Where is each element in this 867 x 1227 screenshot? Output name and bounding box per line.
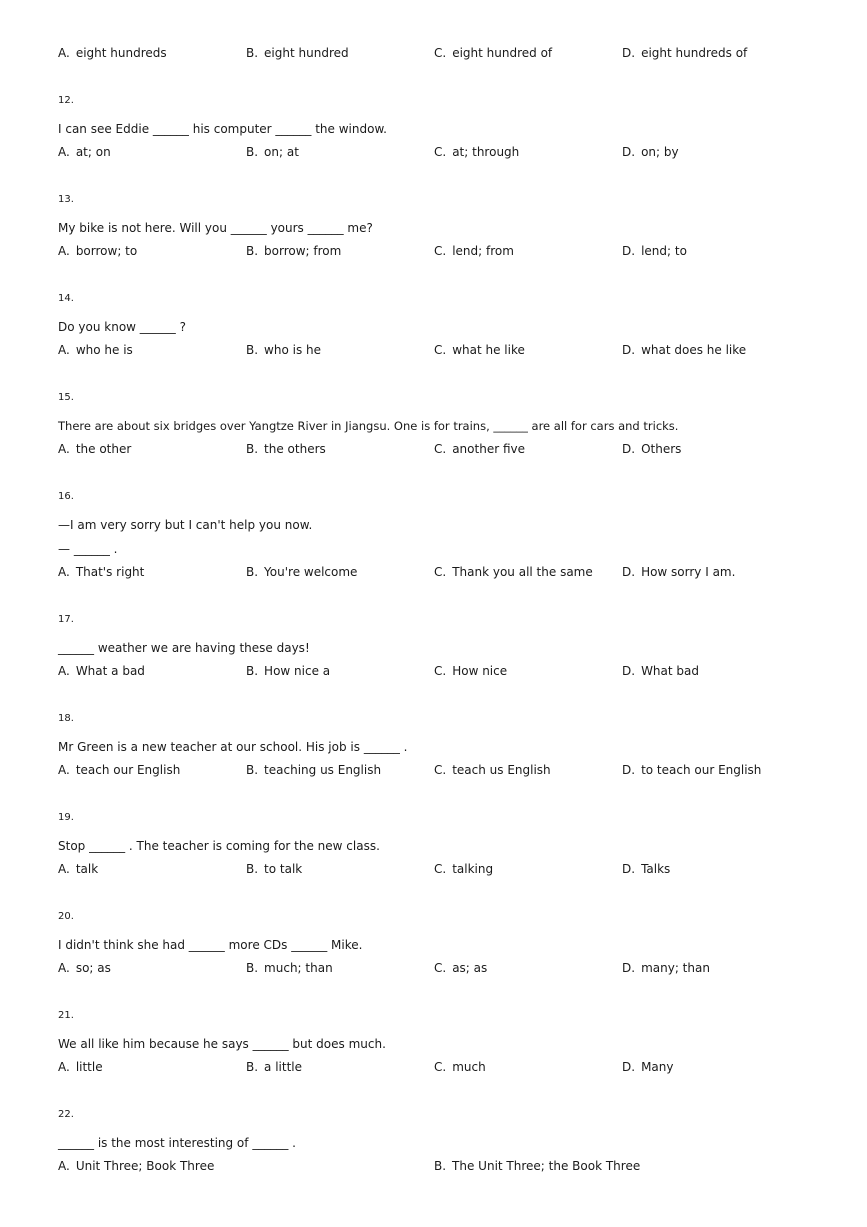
question-stem: —I am very sorry but I can't help you now.: [58, 518, 313, 532]
option-a: A. the other: [58, 442, 132, 456]
question-stem: Mr Green is a new teacher at our school. His job is ______ .: [58, 740, 408, 754]
option-a: A. borrow; to: [58, 244, 138, 258]
options-row: [58, 341, 858, 359]
option-b: B. on; at: [246, 145, 299, 159]
option-d: D. many; than: [622, 961, 710, 975]
option-a: A. eight hundreds: [58, 46, 167, 60]
option-d: D. to teach our English: [622, 763, 762, 777]
option-a: A. so; as: [58, 961, 111, 975]
option-c: C. Thank you all the same: [434, 565, 593, 579]
option-a: A. That's right: [58, 565, 145, 579]
question-stem: There are about six bridges over Yangtze River in Jiangsu. One is for trains, ______ are all for cars and tricks.: [58, 419, 679, 433]
option-b: B. to talk: [246, 862, 303, 876]
option-d: D. eight hundreds of: [622, 46, 748, 60]
options-row: [58, 662, 858, 680]
option-a: A. who he is: [58, 343, 133, 357]
options-row: [58, 563, 858, 581]
question-stem: I can see Eddie ______ his computer ______ the window.: [58, 122, 387, 136]
option-b: B. You're welcome: [246, 565, 358, 579]
options-row: [58, 143, 858, 161]
option-a: A. teach our English: [58, 763, 181, 777]
question-number: 12.: [58, 95, 74, 106]
option-c: C. another five: [434, 442, 525, 456]
option-c: C. at; through: [434, 145, 520, 159]
option-c: C. teach us English: [434, 763, 551, 777]
option-c: C. as; as: [434, 961, 488, 975]
option-c: C. what he like: [434, 343, 525, 357]
options-row: [58, 1157, 858, 1175]
option-d: D. What bad: [622, 664, 699, 678]
options-row: [58, 860, 858, 878]
option-b: B. How nice a: [246, 664, 331, 678]
question-number: 15.: [58, 392, 74, 403]
option-d: D. Talks: [622, 862, 671, 876]
question-number: 21.: [58, 1010, 74, 1021]
option-c: C. How nice: [434, 664, 508, 678]
option-b: B. borrow; from: [246, 244, 342, 258]
question-number: 17.: [58, 614, 74, 625]
option-c: C. much: [434, 1060, 486, 1074]
question-number: 16.: [58, 491, 74, 502]
option-b: B. eight hundred: [246, 46, 349, 60]
option-d: D. Others: [622, 442, 682, 456]
options-row: [58, 761, 858, 779]
option-d: D. lend; to: [622, 244, 687, 258]
option-b: B. who is he: [246, 343, 322, 357]
options-row: [58, 1058, 858, 1076]
option-d: D. Many: [622, 1060, 674, 1074]
option-a: A. What a bad: [58, 664, 145, 678]
question-number: 18.: [58, 713, 74, 724]
option-d: D. on; by: [622, 145, 679, 159]
option-b: B. the others: [246, 442, 326, 456]
option-a: A. at; on: [58, 145, 111, 159]
question-number: 13.: [58, 194, 74, 205]
options-row: [58, 440, 858, 458]
option-b: B. The Unit Three; the Book Three: [434, 1159, 641, 1173]
option-b: B. teaching us English: [246, 763, 382, 777]
option-b: B. much; than: [246, 961, 333, 975]
option-d: D. How sorry I am.: [622, 565, 736, 579]
option-a: A. little: [58, 1060, 103, 1074]
question-number: 20.: [58, 911, 74, 922]
question-stem: ______ is the most interesting of ______ .: [58, 1136, 296, 1150]
option-b: B. a little: [246, 1060, 303, 1074]
options-row: [58, 959, 858, 977]
question-number: 14.: [58, 293, 74, 304]
question-stem: We all like him because he says ______ but does much.: [58, 1037, 386, 1051]
question-stem: I didn't think she had ______ more CDs ______ Mike.: [58, 938, 363, 952]
option-d: D. what does he like: [622, 343, 747, 357]
options-row: [58, 242, 858, 260]
question-stem: Do you know ______ ?: [58, 320, 186, 334]
question-stem: ______ weather we are having these days!: [58, 641, 310, 655]
question-stem: Stop ______ . The teacher is coming for the new class.: [58, 839, 380, 853]
question-stem: My bike is not here. Will you ______ yours ______ me?: [58, 221, 373, 235]
option-c: C. eight hundred of: [434, 46, 553, 60]
option-a: A. Unit Three; Book Three: [58, 1159, 215, 1173]
option-c: C. talking: [434, 862, 494, 876]
question-stem-reply: — ______ .: [58, 542, 118, 556]
question-number: 22.: [58, 1109, 74, 1120]
options-row-q11: [58, 44, 858, 62]
question-number: 19.: [58, 812, 74, 823]
option-c: C. lend; from: [434, 244, 514, 258]
option-a: A. talk: [58, 862, 99, 876]
